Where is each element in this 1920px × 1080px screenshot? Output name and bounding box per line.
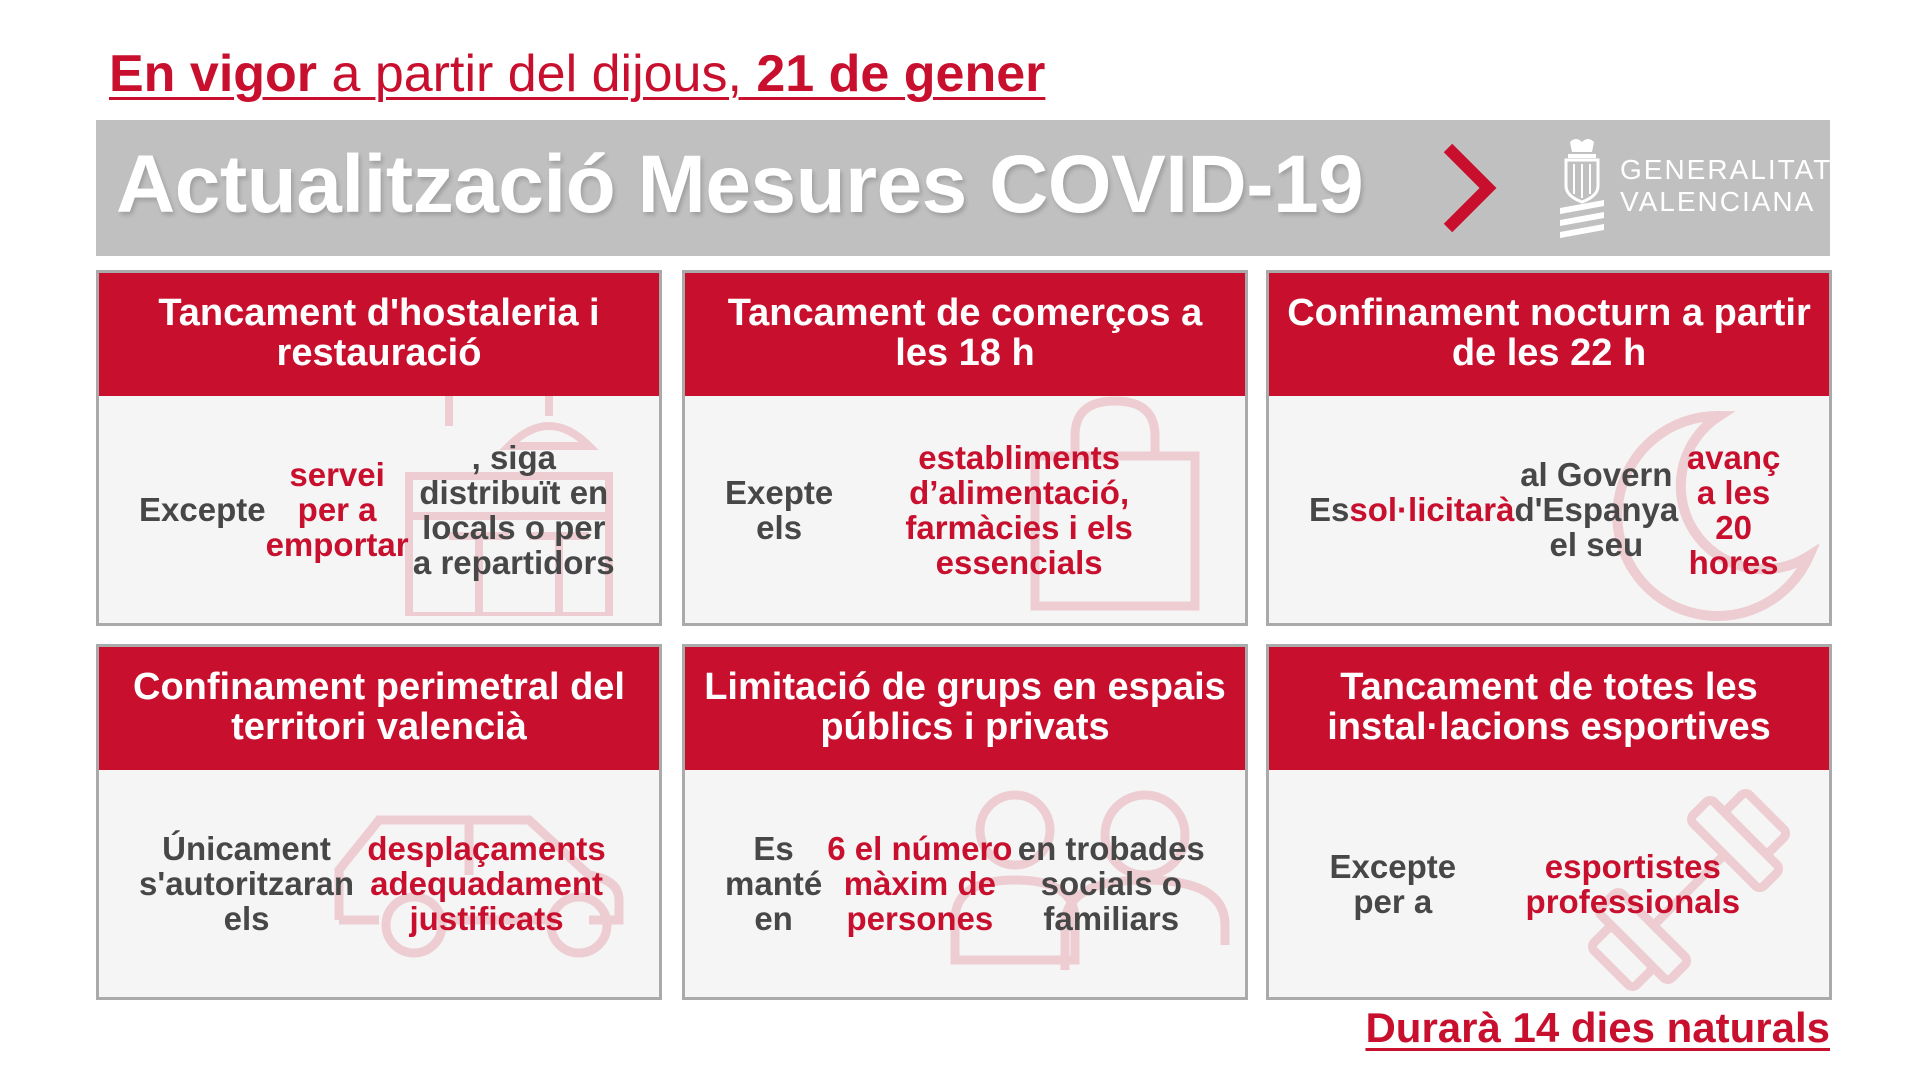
effective-date-line: En vigor a partir del dijous, 21 de gener <box>109 45 1046 103</box>
card-description: Excepte per a esportistes professionals <box>1329 847 1741 920</box>
measure-card-groups <box>682 644 1248 1000</box>
card-heading: Limitació de grups en espais públics i privats <box>682 644 1248 770</box>
measure-card-hospitality <box>96 270 662 626</box>
chevron-right-icon <box>1436 140 1500 236</box>
card-heading: Tancament de totes les instal·lacions esportives <box>1266 644 1832 770</box>
measure-card-shops <box>682 270 1248 626</box>
measure-card-curfew <box>1266 270 1832 626</box>
measure-card-perimeter <box>96 644 662 1000</box>
card-heading: Tancament d'hostaleria i restauració <box>96 270 662 396</box>
card-description: Excepte servei per a emportar , siga distribuït en locals o per a repartidors <box>139 438 615 581</box>
card-description: Exepte els establiments d’alimentació, farmàcies i els essencials <box>725 438 1133 581</box>
title-banner <box>96 120 1833 256</box>
card-description: Es sol·licitarà al Govern d'Espanya el seu avanç a les 20 hores <box>1309 438 1781 581</box>
logo-wordmark: GENERALITAT VALENCIANA <box>1620 154 1833 217</box>
generalitat-valenciana-logo <box>1552 132 1833 244</box>
card-description: Es manté en 6 el número màxim de persones en trobades socials o familiars <box>725 830 1205 937</box>
measure-card-sports <box>1266 644 1832 1000</box>
page-title: Actualització Mesures COVID-19 <box>116 139 1364 230</box>
card-description: Únicament s'autoritzaran els desplaçaments adequadament justificats <box>139 830 606 937</box>
card-heading: Confinament nocturn a partir de les 22 h <box>1266 270 1832 396</box>
duration-note: Durarà 14 dies naturals <box>1365 1004 1830 1051</box>
card-heading: Confinament perimetral del territori valencià <box>96 644 662 770</box>
card-heading: Tancament de comerços a les 18 h <box>682 270 1248 396</box>
coat-of-arms-icon <box>1552 136 1612 240</box>
